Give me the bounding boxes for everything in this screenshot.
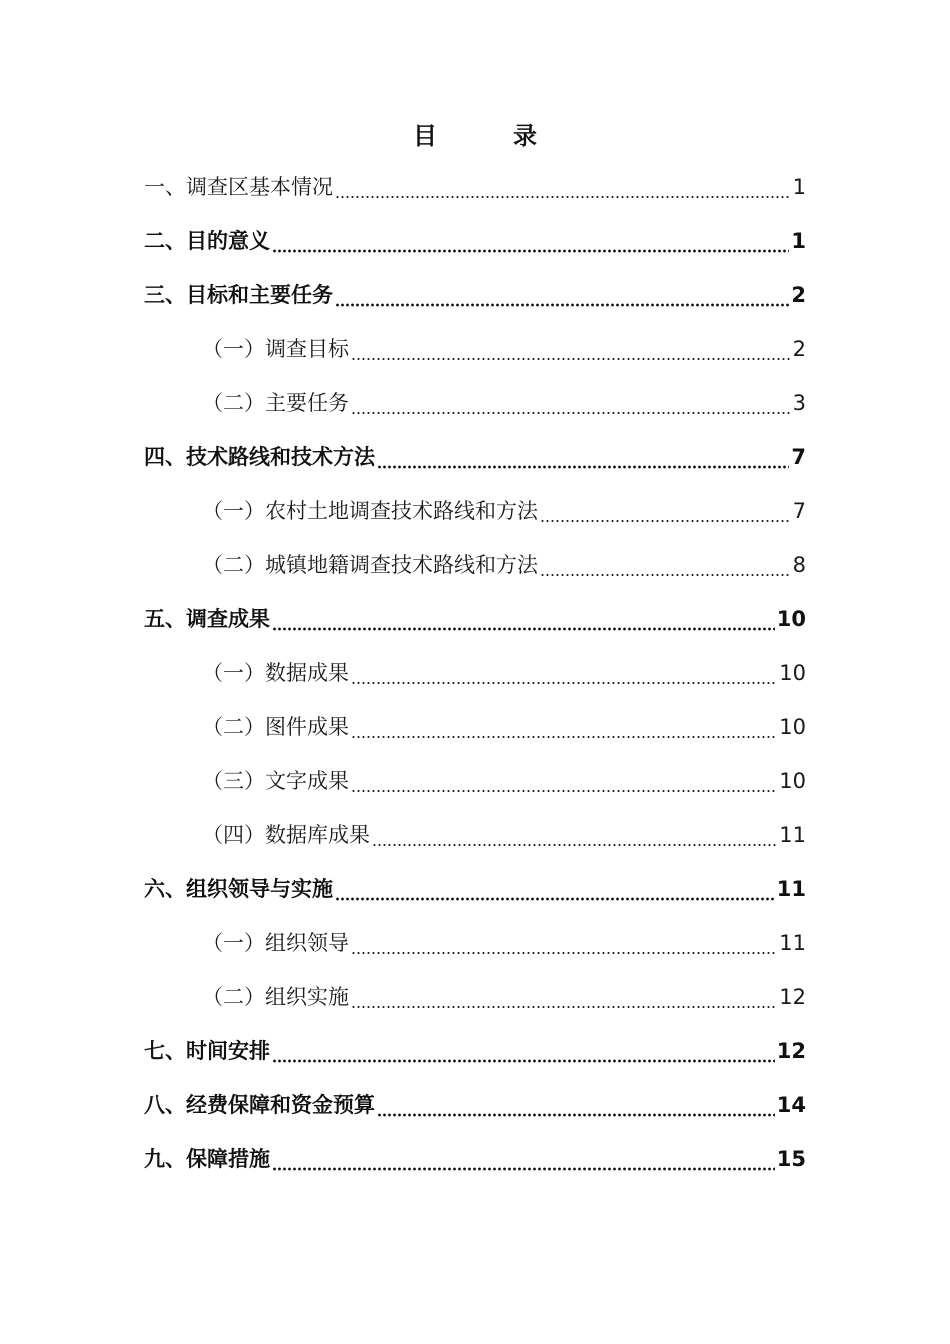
toc-entry-text: （二）主要任务 xyxy=(202,391,349,415)
dot-leader xyxy=(351,768,777,794)
toc-entry-text: （一）农村土地调查技术路线和方法 xyxy=(202,499,538,523)
dot-leader xyxy=(377,444,789,470)
dot-leader xyxy=(372,822,777,848)
toc-entry-page: 12 xyxy=(779,985,806,1009)
toc-list xyxy=(144,160,806,1186)
toc-subentry[interactable] xyxy=(144,808,806,862)
toc-subentry[interactable] xyxy=(144,538,806,592)
toc-entry-text: 四、技术路线和技术方法 xyxy=(144,445,375,469)
toc-subentry[interactable] xyxy=(144,700,806,754)
toc-entry-page: 7 xyxy=(792,499,806,523)
dot-leader xyxy=(351,984,777,1010)
toc-entry-page: 12 xyxy=(776,1039,806,1063)
toc-entry-text: 五、调查成果 xyxy=(144,607,270,631)
dot-leader xyxy=(272,606,775,632)
toc-entry-text: （四）数据库成果 xyxy=(202,823,370,847)
dot-leader xyxy=(272,228,789,254)
toc-entry-text: （二）城镇地籍调查技术路线和方法 xyxy=(202,553,538,577)
toc-entry[interactable] xyxy=(144,268,806,322)
toc-entry[interactable] xyxy=(144,430,806,484)
toc-entry-text: 六、组织领导与实施 xyxy=(144,877,333,901)
toc-subentry[interactable] xyxy=(144,322,806,376)
toc-entry-text: 八、经费保障和资金预算 xyxy=(144,1093,375,1117)
toc-entry-text: （二）组织实施 xyxy=(202,985,349,1009)
toc-subentry[interactable] xyxy=(144,754,806,808)
dot-leader xyxy=(335,282,789,308)
toc-subentry[interactable] xyxy=(144,376,806,430)
toc-entry-page: 1 xyxy=(792,175,806,199)
toc-entry-page: 7 xyxy=(791,445,806,469)
toc-entry[interactable] xyxy=(144,160,806,214)
toc-entry-page: 14 xyxy=(776,1093,806,1117)
toc-entry-page: 15 xyxy=(776,1147,806,1171)
toc-entry-page: 10 xyxy=(779,769,806,793)
toc-entry-page: 10 xyxy=(779,715,806,739)
toc-entry[interactable] xyxy=(144,592,806,646)
toc-entry-page: 10 xyxy=(779,661,806,685)
toc-subentry[interactable] xyxy=(144,646,806,700)
toc-entry-page: 3 xyxy=(792,391,806,415)
toc-entry-page: 1 xyxy=(791,229,806,253)
toc-title: 目 录 xyxy=(413,122,563,150)
toc-entry-text: （三）文字成果 xyxy=(202,769,349,793)
toc-entry-page: 8 xyxy=(792,553,806,577)
toc-entry-text: （二）图件成果 xyxy=(202,715,349,739)
toc-entry[interactable] xyxy=(144,1132,806,1186)
dot-leader xyxy=(351,390,791,416)
toc-entry-page: 11 xyxy=(776,877,806,901)
toc-entry-text: 二、目的意义 xyxy=(144,229,270,253)
toc-entry-text: 七、时间安排 xyxy=(144,1039,270,1063)
dot-leader xyxy=(377,1092,775,1118)
toc-entry-page: 10 xyxy=(776,607,806,631)
dot-leader xyxy=(540,552,791,578)
dot-leader xyxy=(335,876,775,902)
toc-entry-text: （一）组织领导 xyxy=(202,931,349,955)
dot-leader xyxy=(272,1146,775,1172)
toc-entry[interactable] xyxy=(144,1078,806,1132)
toc-subentry[interactable] xyxy=(144,916,806,970)
toc-entry-page: 11 xyxy=(779,823,806,847)
dot-leader xyxy=(540,498,791,524)
toc-entry-text: （一）调查目标 xyxy=(202,337,349,361)
toc-entry-text: 一、调查区基本情况 xyxy=(144,175,333,199)
dot-leader xyxy=(351,930,777,956)
toc-entry-text: 九、保障措施 xyxy=(144,1147,270,1171)
toc-subentry[interactable] xyxy=(144,484,806,538)
toc-entry-page: 2 xyxy=(792,337,806,361)
toc-entry[interactable] xyxy=(144,1024,806,1078)
toc-entry[interactable] xyxy=(144,862,806,916)
toc-entry-text: 三、目标和主要任务 xyxy=(144,283,333,307)
toc-entry-page: 11 xyxy=(779,931,806,955)
dot-leader xyxy=(272,1038,775,1064)
toc-entry[interactable] xyxy=(144,214,806,268)
dot-leader xyxy=(335,174,791,200)
toc-entry-text: （一）数据成果 xyxy=(202,661,349,685)
dot-leader xyxy=(351,714,777,740)
dot-leader xyxy=(351,336,791,362)
toc-entry-page: 2 xyxy=(791,283,806,307)
toc-subentry[interactable] xyxy=(144,970,806,1024)
dot-leader xyxy=(351,660,777,686)
